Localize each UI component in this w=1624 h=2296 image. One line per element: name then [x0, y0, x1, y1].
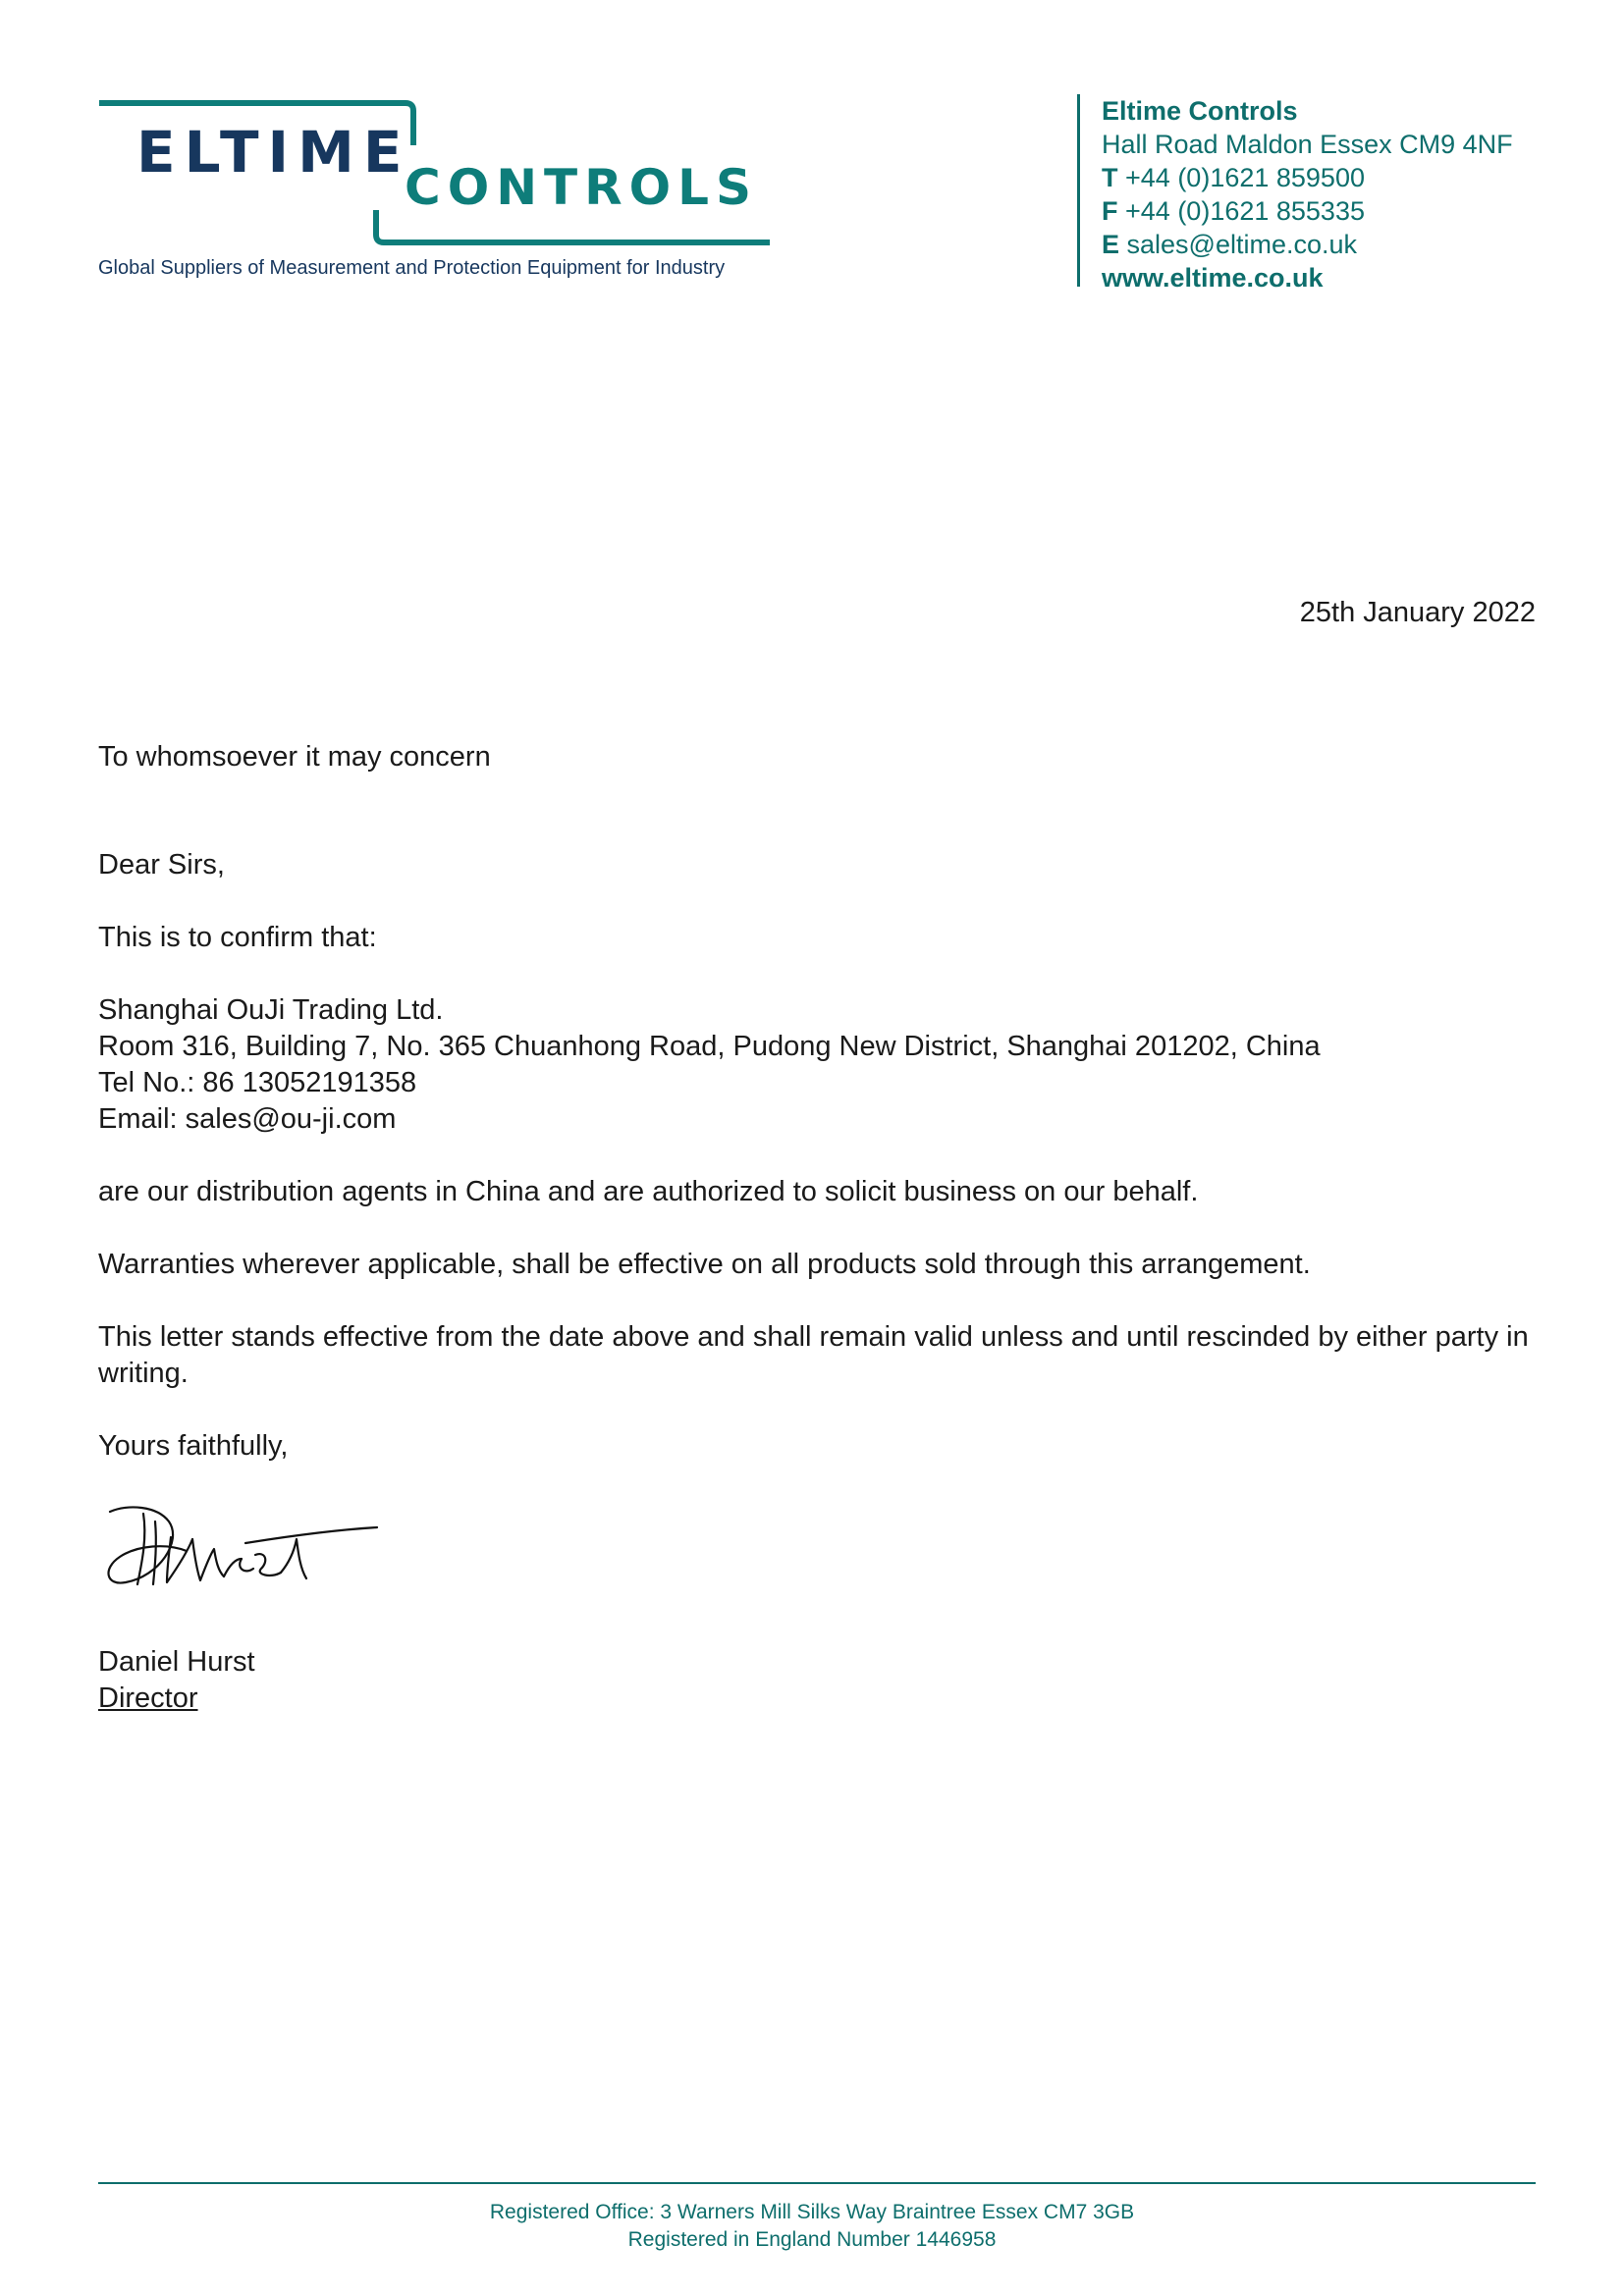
- page-footer: [0, 2199, 1624, 2254]
- footer-divider: [98, 2182, 1536, 2184]
- telephone-label: T: [1102, 163, 1118, 192]
- contact-website: www.eltime.co.uk: [1102, 263, 1324, 293]
- agent-name: Shanghai OuJi Trading Ltd.: [98, 994, 444, 1026]
- logo-word-controls: CONTROLS: [405, 159, 759, 216]
- fax-number: +44 (0)1621 855335: [1125, 196, 1365, 226]
- letter-date: 25th January 2022: [1299, 597, 1536, 628]
- contact-email: [1102, 228, 1513, 261]
- paragraph-validity: This letter stands effective from the date above and shall remain valid unless and until rescinded by either party in writing.: [98, 1321, 1529, 1389]
- signatory-title: Director: [98, 1682, 198, 1714]
- logo-word-eltime: ELTIME: [136, 119, 411, 186]
- agent-email: Email: sales@ou-ji.com: [98, 1103, 397, 1135]
- registration-number: Registered in England Number 1446958: [627, 2228, 997, 2251]
- letter-intro: This is to confirm that:: [98, 922, 377, 953]
- registered-office: Registered Office: 3 Warners Mill Silks Way Braintree Essex CM7 3GB: [489, 2201, 1135, 2223]
- email-address: sales@eltime.co.uk: [1126, 230, 1358, 259]
- signatory-name: Daniel Hurst: [98, 1646, 255, 1678]
- fax-label: F: [1102, 196, 1118, 226]
- email-label: E: [1102, 230, 1120, 259]
- contact-fax: [1102, 194, 1513, 228]
- letter-salutation: Dear Sirs,: [98, 849, 225, 881]
- paragraph-warranties: Warranties wherever applicable, shall be effective on all products sold through this arrangement.: [98, 1249, 1311, 1280]
- contact-address: Hall Road Maldon Essex CM9 4NF: [1102, 130, 1513, 159]
- paragraph-distribution: are our distribution agents in China and are authorized to solicit business on our behalf.: [98, 1176, 1199, 1207]
- contact-company-name: Eltime Controls: [1102, 96, 1298, 126]
- contact-telephone: [1102, 161, 1513, 194]
- telephone-number: +44 (0)1621 859500: [1125, 163, 1365, 192]
- letter-recipient: To whomsoever it may concern: [98, 741, 491, 773]
- handwritten-signature: [98, 1500, 393, 1598]
- company-tagline: Global Suppliers of Measurement and Protection Equipment for Industry: [98, 257, 726, 279]
- contact-block: [1077, 94, 1513, 293]
- agent-telephone: Tel No.: 86 13052191358: [98, 1067, 417, 1098]
- agent-address: Room 316, Building 7, No. 365 Chuanhong Road, Pudong New District, Shanghai 201202, China: [98, 1031, 1321, 1062]
- letter-closing: Yours faithfully,: [98, 1430, 289, 1462]
